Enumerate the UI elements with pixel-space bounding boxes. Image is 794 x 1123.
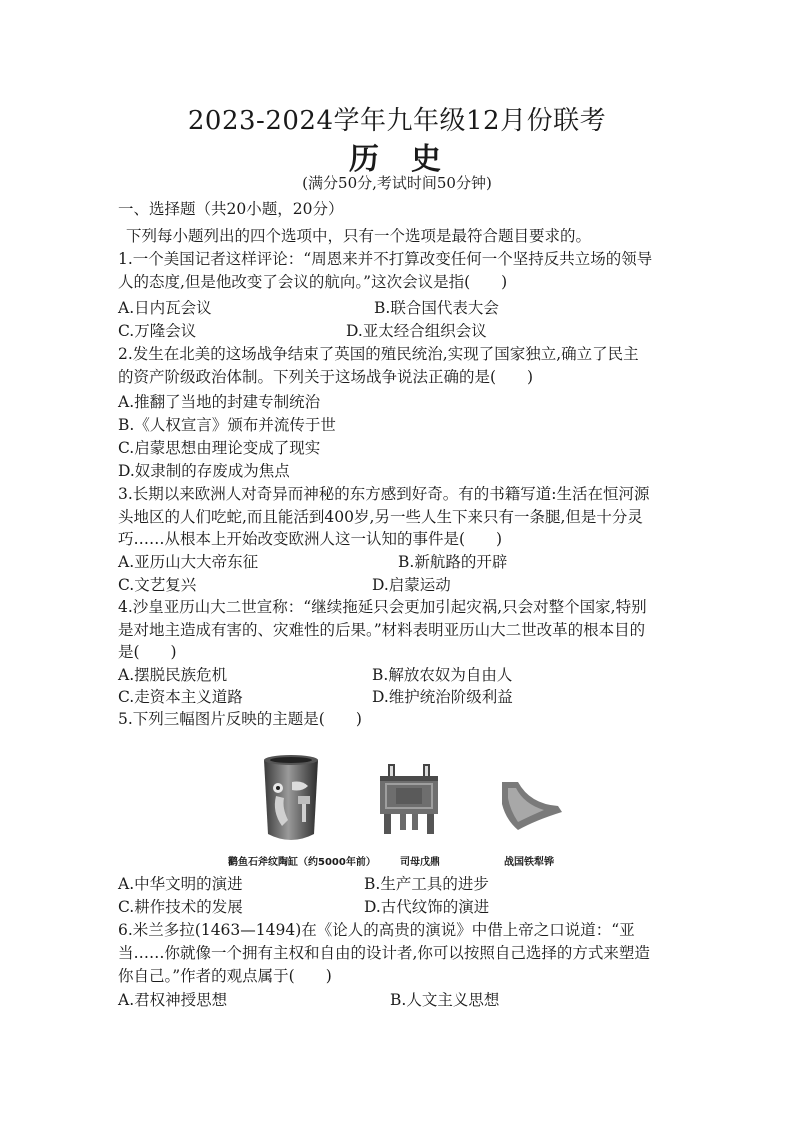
question-4-line: 是( ): [118, 643, 177, 661]
question-6-line: 你自己。”作者的观点属于( ): [118, 967, 332, 985]
question-4-option-c: C.走资本主义道路: [118, 688, 243, 706]
question-5-option-b: B.生产工具的进步: [364, 875, 489, 893]
question-1-option-d: D.亚太经合组织会议: [346, 322, 487, 340]
question-3-line: 头地区的人们吃蛇,而且能活到400岁,另一些人生下来只有一条腿,但是十分灵: [118, 508, 643, 526]
figure-caption-plowshare: 战国铁犁铧: [504, 857, 554, 868]
question-3-option-d: D.启蒙运动: [372, 576, 451, 594]
question-3-option-b: B.新航路的开辟: [398, 553, 508, 571]
question-2-option-a: A.推翻了当地的封建专制统治: [118, 393, 321, 411]
question-3-line: 巧……从根本上开始改变欧洲人这一认知的事件是( ): [118, 530, 503, 548]
exam-title: 2023-2024学年九年级12月份联考: [187, 106, 607, 136]
figure-caption-ding: 司母戊鼎: [400, 857, 440, 868]
question-5-option-a: A.中华文明的演进: [118, 875, 243, 893]
question-1-line: 1.一个美国记者这样评论：“周恩来并不打算改变任何一个坚持反共立场的领导: [118, 250, 653, 268]
question-1-option-b: B.联合国代表大会: [374, 299, 499, 317]
subject-char: 历: [349, 142, 383, 177]
question-5-line: 5.下列三幅图片反映的主题是( ): [118, 710, 362, 728]
question-5-option-c: C.耕作技术的发展: [118, 898, 243, 916]
question-3-option-a: A.亚历山大大帝东征: [118, 553, 259, 571]
question-1-option-c: C.万隆会议: [118, 322, 197, 340]
exam-meta: (满分50分,考试时间50分钟): [302, 174, 492, 192]
question-2-option-c: C.启蒙思想由理论变成了现实: [118, 439, 321, 457]
question-6-option-a: A.君权神授思想: [118, 991, 228, 1009]
question-2-line: 2.发生在北美的这场战争结束了英国的殖民统治,实现了国家独立,确立了民主: [118, 345, 639, 363]
section-instruction: 下列每小题列出的四个选项中，只有一个选项是最符合题目要求的。: [126, 227, 592, 245]
question-1-line: 人的态度,但是他改变了会议的航向。”这次会议是指( ): [118, 273, 508, 291]
subject-char: 史: [411, 142, 445, 177]
question-6-line: 当……你就像一个拥有主权和自由的设计者,你可以按照自己选择的方式来塑造: [118, 944, 650, 962]
question-2-line: 的资产阶级政治体制。下列关于这场战争说法正确的是( ): [118, 368, 534, 386]
question-5-option-d: D.古代纹饰的演进: [364, 898, 490, 916]
pottery-jar-image: [258, 752, 324, 846]
plowshare-image: [496, 780, 566, 832]
question-5-figures: [0, 742, 794, 872]
question-2-option-b: B.《人权宣言》颁布并流传于世: [118, 416, 336, 434]
question-3-line: 3.长期以来欧洲人对奇异而神秘的东方感到好奇。有的书籍写道:生活在恒河源: [118, 485, 650, 503]
section-heading: 一、选择题（共20小题，20分）: [118, 200, 344, 218]
question-3-option-c: C.文艺复兴: [118, 576, 197, 594]
question-2-option-d: D.奴隶制的存废成为焦点: [118, 462, 290, 480]
question-4-line: 是对地主造成有害的、灾难性的后果。”材料表明亚历山大二世改革的根本目的: [118, 621, 646, 639]
figure-caption-pottery: 鹳鱼石斧纹陶缸（约5000年前）: [228, 857, 376, 868]
question-4-option-d: D.维护统治阶级利益: [372, 688, 513, 706]
question-1-option-a: A.日内瓦会议: [118, 299, 212, 317]
question-6-option-b: B.人文主义思想: [390, 991, 500, 1009]
question-4-option-a: A.摆脱民族危机: [118, 666, 228, 684]
bronze-ding-image: [376, 764, 442, 836]
question-4-line: 4.沙皇亚历山大二世宣称：“继续拖延只会更加引起灾祸,只会对整个国家,特别: [118, 598, 647, 616]
question-6-line: 6.米兰多拉(1463—1494)在《论人的高贵的演说》中借上帝之口说道：“亚: [118, 921, 635, 939]
question-4-option-b: B.解放农奴为自由人: [372, 666, 513, 684]
